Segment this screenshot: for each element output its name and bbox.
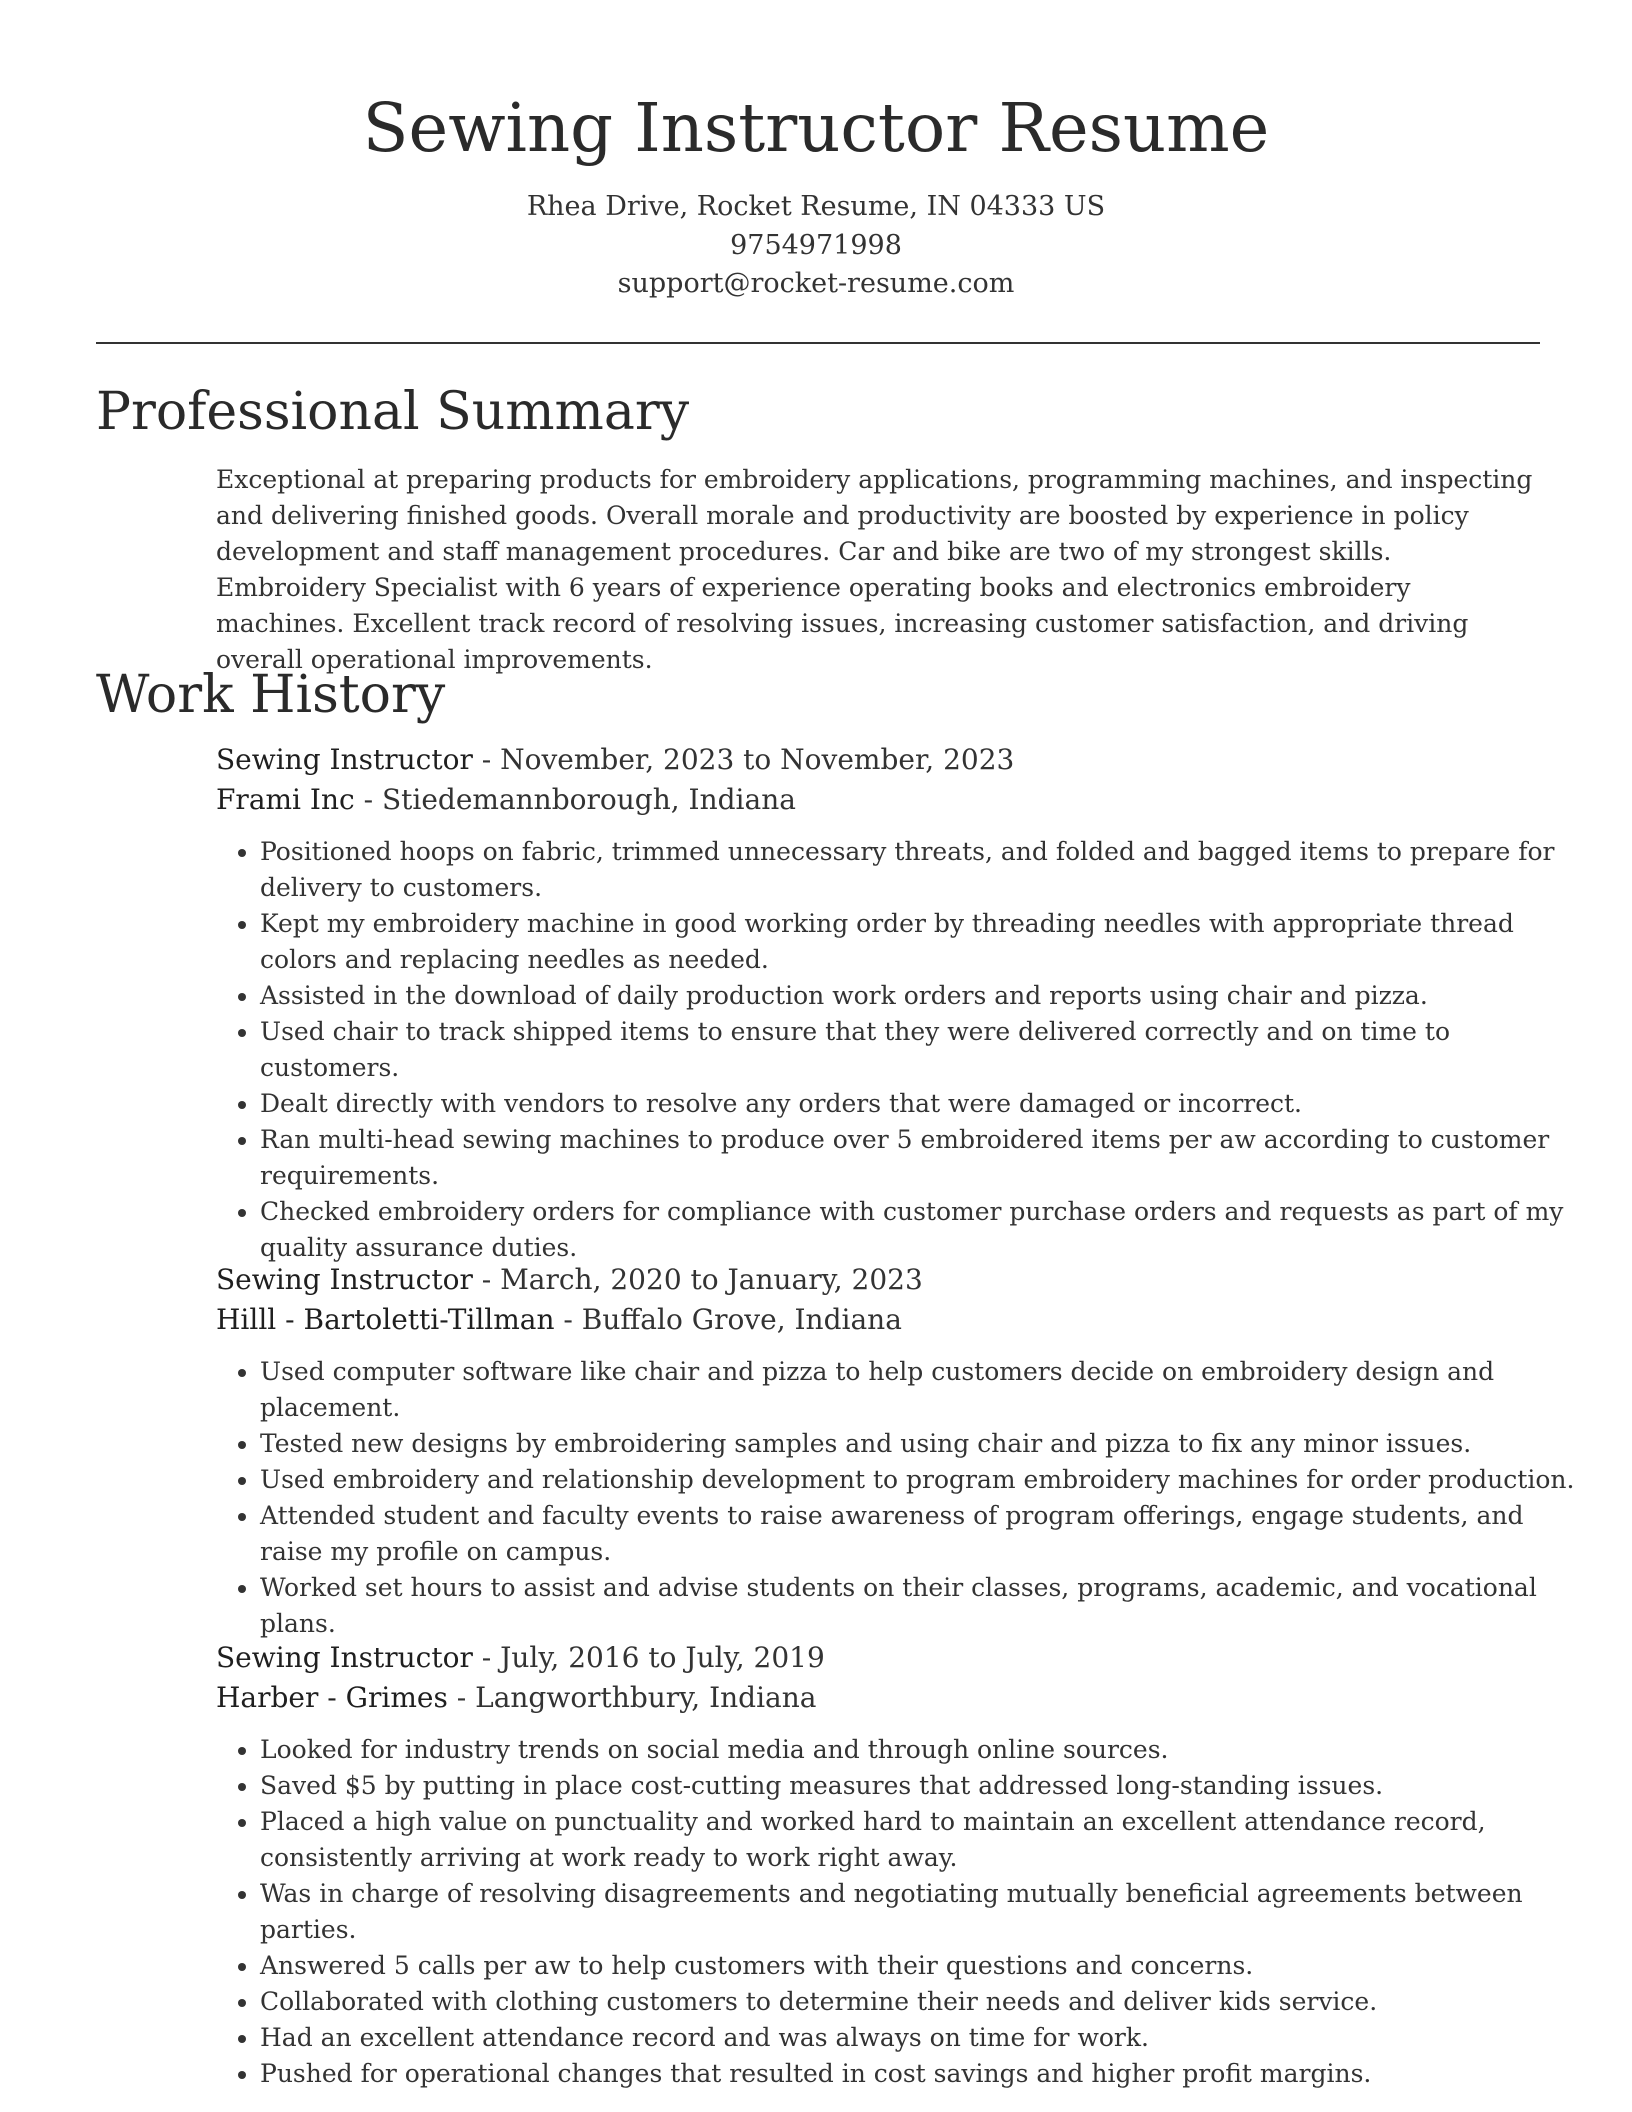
list-item: • Checked embroidery orders for compliance with customer purchase orders and requests as part of my quality assurance duties.	[260, 1194, 1590, 1266]
job-company-line	[216, 1302, 902, 1338]
job-dates: - July, 2016 to July, 2019	[472, 1641, 825, 1674]
job-title-line	[216, 1262, 923, 1298]
list-item: • Used computer software like chair and pizza to help customers decide on embroidery design and placement.	[260, 1354, 1590, 1426]
list-item: • Looked for industry trends on social media and through online sources.	[260, 1732, 1590, 1768]
list-item: • Pushed for operational changes that resulted in cost savings and higher profit margins.	[260, 2056, 1590, 2092]
job-duties-list	[216, 1354, 1590, 1642]
job-location: - Langworthbury, Indiana	[447, 1681, 817, 1714]
list-item: • Kept my embroidery machine in good working order by threading needles with appropriate thread colors and replacing needles as needed.	[260, 906, 1590, 978]
list-item: • Worked set hours to assist and advise students on their classes, programs, academic, and vocational plans.	[260, 1570, 1590, 1642]
list-item: • Saved $5 by putting in place cost-cutting measures that addressed long-standing issues.	[260, 1768, 1590, 1804]
job-duties-list	[216, 834, 1590, 1266]
list-item: • Ran multi-head sewing machines to produce over 5 embroidered items per aw according to customer requirements.	[260, 1122, 1590, 1194]
list-item: • Positioned hoops on fabric, trimmed unnecessary threats, and folded and bagged items to prepare for delivery to customers.	[260, 834, 1590, 906]
job-company: Frami Inc	[216, 783, 355, 816]
job-dates: - March, 2020 to January, 2023	[472, 1263, 923, 1296]
job-company: Harber - Grimes	[216, 1681, 448, 1714]
job-title: Sewing Instructor	[216, 743, 473, 776]
job-company-line	[216, 1680, 816, 1716]
list-item: • Used embroidery and relationship development to program embroidery machines for order production.	[260, 1462, 1590, 1498]
contact-email: support@rocket-resume.com	[617, 268, 1015, 299]
resume-title: Sewing Instructor Resume	[362, 89, 1270, 167]
job-company: Hilll - Bartoletti-Tillman	[216, 1303, 555, 1336]
list-item: • Collaborated with clothing customers to determine their needs and deliver kids service.	[260, 1984, 1590, 2020]
list-item: • Used chair to track shipped items to ensure that they were delivered correctly and on time to customers.	[260, 1014, 1590, 1086]
list-item: • Had an excellent attendance record and was always on time for work.	[260, 2020, 1590, 2056]
job-title-line	[216, 742, 1014, 778]
job-title: Sewing Instructor	[216, 1641, 473, 1674]
list-item: • Was in charge of resolving disagreements and negotiating mutually beneficial agreements between parties.	[260, 1876, 1590, 1948]
contact-address: Rhea Drive, Rocket Resume, IN 04333 US	[526, 191, 1106, 222]
job-dates: - November, 2023 to November, 2023	[472, 743, 1015, 776]
job-location: - Stiedemannborough, Indiana	[354, 783, 796, 816]
header-divider	[96, 342, 1540, 344]
job-title-line	[216, 1640, 825, 1676]
list-item: • Tested new designs by embroidering samples and using chair and pizza to fix any minor issues.	[260, 1426, 1590, 1462]
list-item: • Attended student and faculty events to raise awareness of program offerings, engage students, and raise my profile on campus.	[260, 1498, 1590, 1570]
list-item: • Answered 5 calls per aw to help customers with their questions and concerns.	[260, 1948, 1590, 1984]
job-title: Sewing Instructor	[216, 1263, 473, 1296]
list-item: • Placed a high value on punctuality and worked hard to maintain an excellent attendance record, consistently arriving at work ready to work right away.	[260, 1804, 1590, 1876]
list-item: • Assisted in the download of daily production work orders and reports using chair and pizza.	[260, 978, 1590, 1014]
contact-phone: 9754971998	[730, 230, 902, 261]
job-location: - Buffalo Grove, Indiana	[554, 1303, 902, 1336]
job-company-line	[216, 782, 796, 818]
job-duties-list	[216, 1732, 1590, 2092]
summary-text: Exceptional at preparing products for embroidery applications, programming machines, and inspecting and delivering finished goods. Overall morale and productivity are boosted by experience in policy development and staff management procedures. Car and bike are two of my strongest skills. Embroidery Specialist with 6 years of experience operating books and electronics embroidery machines. Excellent track record of resolving issues, increasing customer satisfaction, and driving overall operational improvements.	[216, 465, 1533, 674]
work-history-heading: Work History	[96, 665, 446, 725]
summary-heading: Professional Summary	[96, 382, 690, 442]
list-item: • Dealt directly with vendors to resolve any orders that were damaged or incorrect.	[260, 1086, 1590, 1122]
